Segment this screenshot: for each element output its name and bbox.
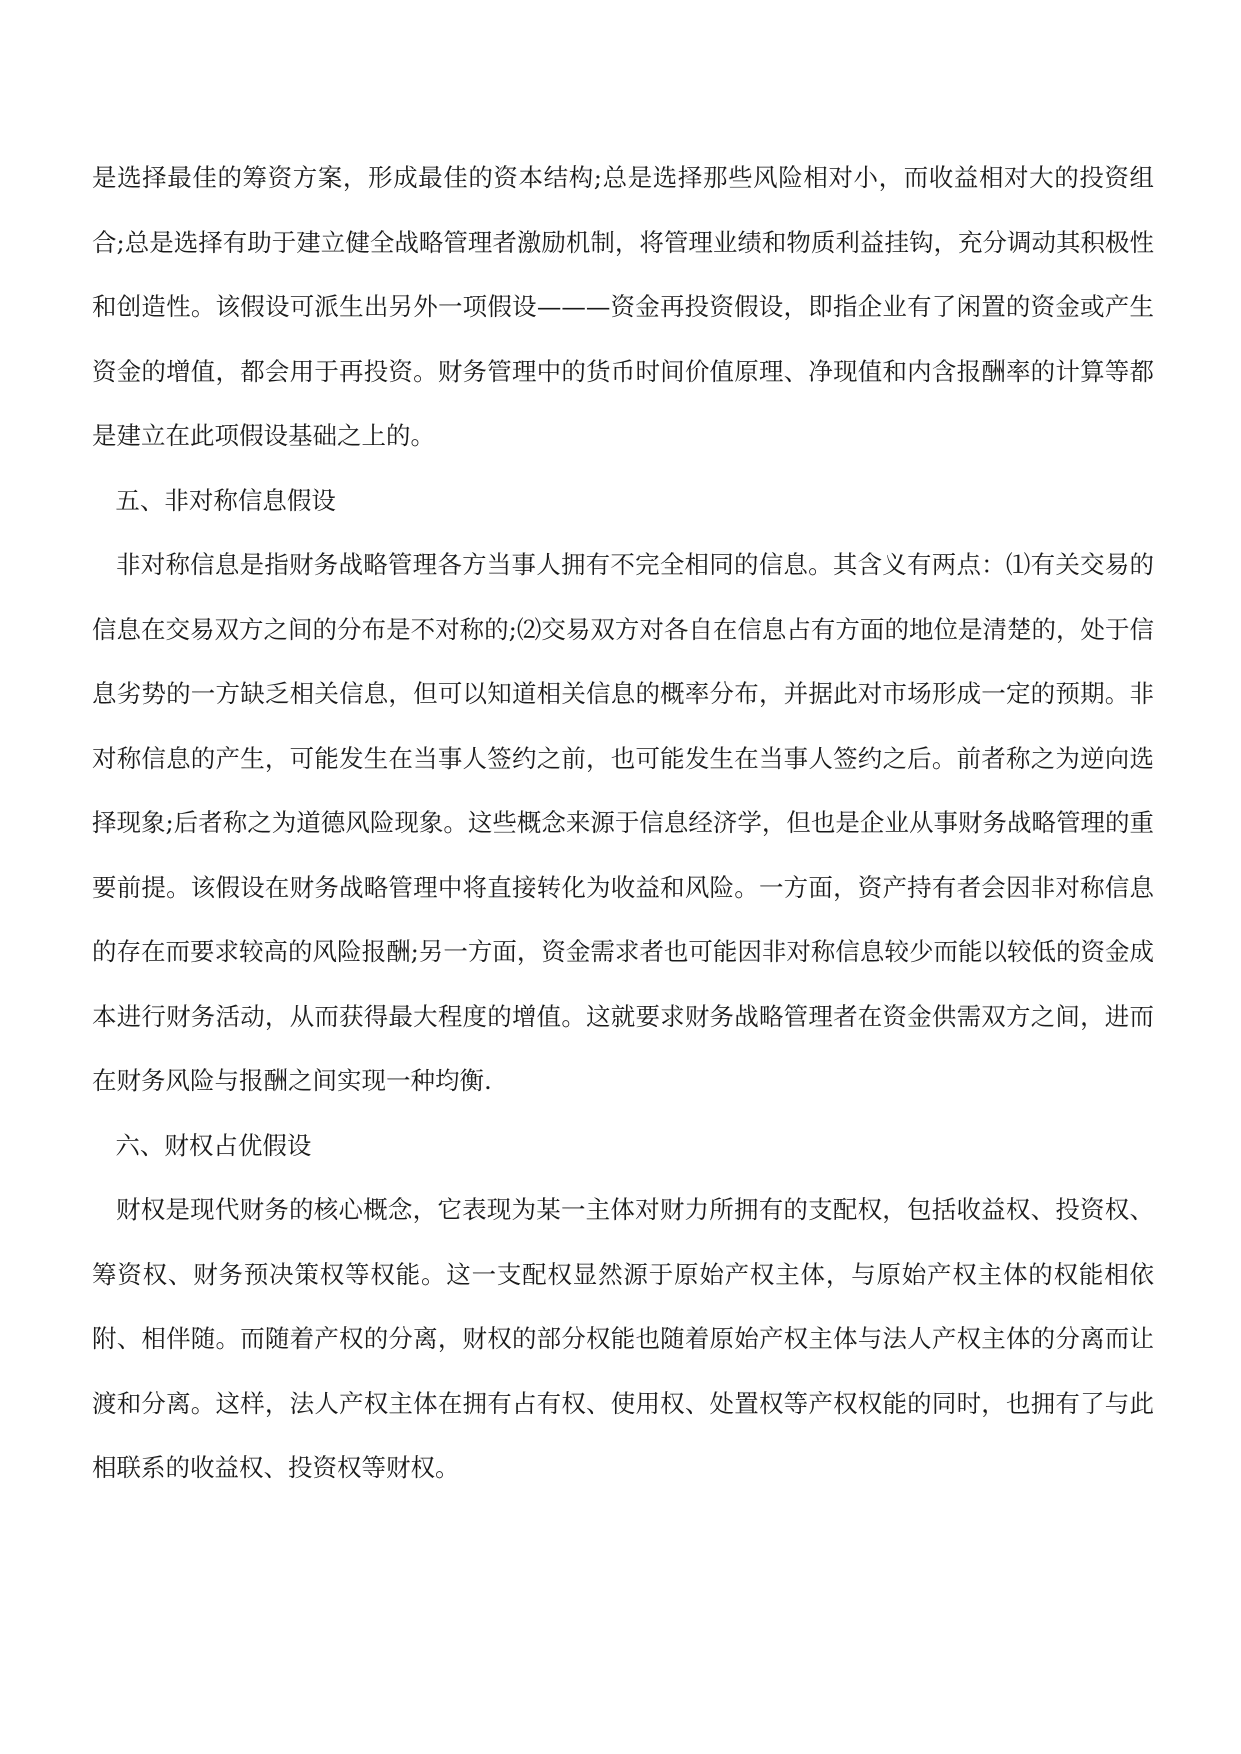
paragraph-asymmetric-information: 非对称信息是指财务战略管理各方当事人拥有不完全相同的信息。其含义有两点：⑴有关交易的信息在交易双方之间的分布是不对称的;⑵交易双方对各自在信息占有方面的地位是清楚的，处于信息劣势的一方缺乏相关信息，但可以知道相关信息的概率分布，并据此对市场形成一定的预期。非对称信息的产生，可能发生在当事人签约之前，也可能发生在当事人签约之后。前者称之为逆向选择现象;后者称之为道德风险现象。这些概念来源于信息经济学，但也是企业从事财务战略管理的重要前提。该假设在财务战略管理中将直接转化为收益和风险。一方面，资产持有者会因非对称信息的存在而要求较高的风险报酬;另一方面，资金需求者也可能因非对称信息较少而能以较低的资金成本进行财务活动，从而获得最大程度的增值。这就要求财务战略管理者在资金供需双方之间，进而在财务风险与报酬之间实现一种均衡. bbox=[92, 550, 1154, 1095]
section-heading-asymmetric-information: 五、非对称信息假设 bbox=[92, 485, 336, 515]
paragraph-financial-goal-continued: 是选择最佳的筹资方案，形成最佳的资本结构;总是选择那些风险相对小，而收益相对大的投资组合;总是选择有助于建立健全战略管理者激励机制，将管理业绩和物质利益挂钩，充分调动其积极性和创造性。该假设可派生出另外一项假设———资金再投资假设，即指企业有了闲置的资金或产生资金的增值，都会用于再投资。财务管理中的货币时间价值原理、净现值和内含报酬率的计算等都是建立在此项假设基础之上的。 bbox=[92, 163, 1154, 450]
paragraph-financial-rights: 财权是现代财务的核心概念，它表现为某一主体对财力所拥有的支配权，包括收益权、投资权、筹资权、财务预决策权等权能。这一支配权显然源于原始产权主体，与原始产权主体的权能相依附、相伴随。而随着产权的分离，财权的部分权能也随着原始产权主体与法人产权主体的分离而让渡和分离。这样，法人产权主体在拥有占有权、使用权、处置权等产权权能的同时，也拥有了与此相联系的收益权、投资权等财权。 bbox=[92, 1195, 1154, 1482]
document-page bbox=[92, 146, 1154, 1501]
section-heading-financial-rights: 六、财权占优假设 bbox=[92, 1130, 312, 1160]
